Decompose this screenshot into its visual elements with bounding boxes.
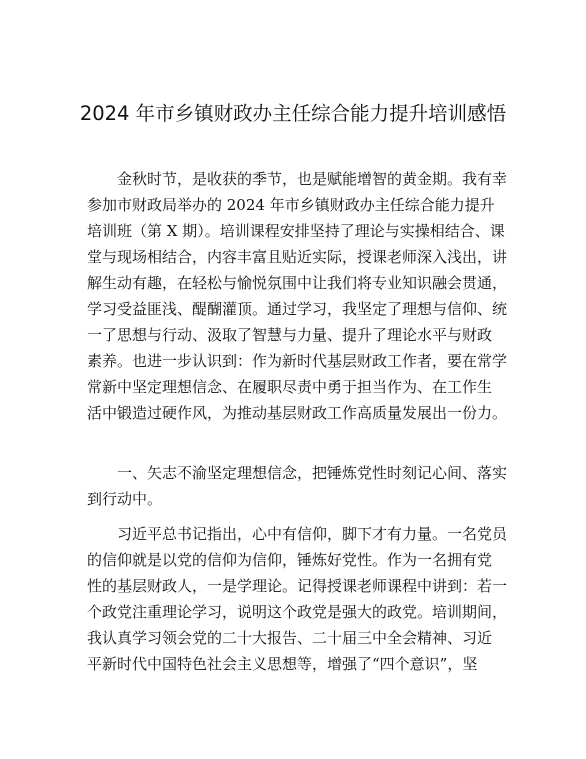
paragraph-line: 金秋时节，是收获的季节，也是赋能增智的黄金期。我有幸: [117, 170, 508, 188]
section-heading: [87, 460, 508, 512]
paragraph-line: 习近平总书记指出，心中有信仰，脚下才有力量。一名党员: [117, 525, 508, 543]
paragraph-line: 活中锻造过硬作风，为推动基层财政工作高质量发展出一份力。: [87, 404, 508, 422]
paragraph-body: [87, 521, 508, 677]
paragraph-line: 堂与现场相结合，内容丰富且贴近实际，授课老师深入浅出，讲: [87, 248, 508, 266]
document-title: 2024 年市乡镇财政办主任综合能力提升培训感悟: [79, 102, 507, 125]
paragraph-line: 的信仰就是以党的信仰为信仰，锤炼好党性。作为一名拥有党: [87, 551, 493, 569]
paragraph-line: 培训班（第 X 期）。培训课程安排坚持了理论与实操相结合、课: [87, 222, 505, 240]
paragraph-line: 学习受益匪浅、醍醐灌顶。通过学习，我坚定了理想与信仰、统: [87, 300, 508, 318]
section-heading-line: 到行动中。: [87, 490, 163, 508]
paragraph-line: 个政党注重理论学习，说明这个政党是强大的政党。培训期间，: [87, 603, 508, 621]
paragraph-line: 解生动有趣，在轻松与愉悦氛围中让我们将专业知识融会贯通，: [87, 274, 508, 292]
paragraph-intro: [87, 166, 508, 426]
section-heading-line: 一、矢志不渝坚定理想信念，把锤炼党性时刻记心间、落实: [117, 464, 508, 482]
paragraph-line: 平新时代中国特色社会主义思想等，增强了“四个意识”，坚: [87, 655, 478, 673]
paragraph-line: 参加市财政局举办的 2024 年市乡镇财政办主任综合能力提升: [87, 196, 495, 214]
paragraph-line: 我认真学习领会党的二十大报告、二十届三中全会精神、习近: [87, 629, 493, 647]
paragraph-line: 性的基层财政人，一是学理论。记得授课老师课程中讲到：若一: [87, 577, 508, 595]
paragraph-line: 一了思想与行动、汲取了智慧与力量、提升了理论水平与财政: [87, 326, 493, 344]
paragraph-line: 素养。也进一步认识到：作为新时代基层财政工作者，要在常学: [87, 352, 508, 370]
paragraph-line: 常新中坚定理想信念、在履职尽责中勇于担当作为、在工作生: [87, 378, 493, 396]
